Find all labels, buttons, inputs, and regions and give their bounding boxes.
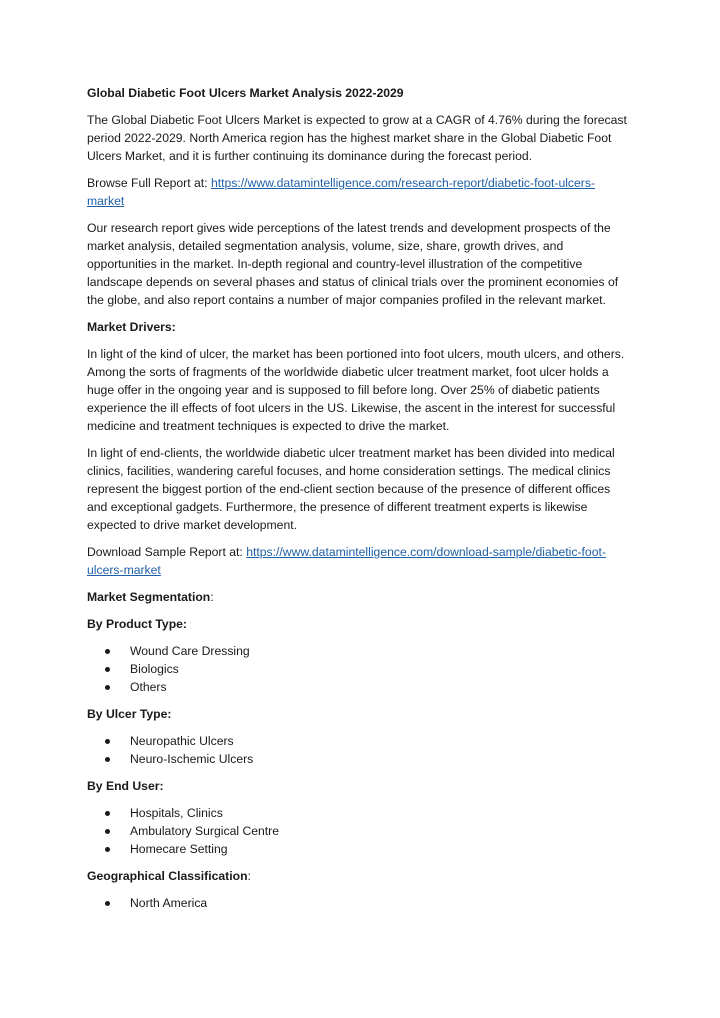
- bullet-icon: [105, 847, 110, 852]
- market-drivers-heading: Market Drivers:: [87, 320, 176, 334]
- download-sample-link[interactable]: https://www.datamintelligence.com/download-sample/diabetic-foot-ulcers-market: [87, 545, 606, 577]
- document-title: Global Diabetic Foot Ulcers Market Analysis 2022-2029: [87, 86, 404, 100]
- list-item: [87, 642, 632, 660]
- list-item: [87, 678, 632, 696]
- end-user-list: [87, 804, 632, 858]
- market-segmentation-heading: [87, 588, 632, 606]
- list-item: [87, 750, 632, 768]
- ulcer-type-heading: By Ulcer Type:: [87, 707, 172, 721]
- list-item-label: Hospitals, Clinics: [130, 806, 223, 820]
- list-item: [87, 804, 632, 822]
- intro-paragraph: The Global Diabetic Foot Ulcers Market is expected to grow at a CAGR of 4.76% during the forecast period 2022-2029. North America region has the highest market share in the Global Diabetic Foot Ulcers Market, and it is further continuing its dominance during the forecast period.: [87, 113, 627, 163]
- product-type-heading: By Product Type:: [87, 617, 187, 631]
- geo-list: [87, 894, 632, 912]
- geographical-classification-heading: [87, 867, 632, 885]
- bullet-icon: [105, 649, 110, 654]
- document-page: [87, 84, 632, 921]
- download-label: Download Sample Report at:: [87, 545, 247, 559]
- geo-heading-text: Geographical Classification: [87, 869, 248, 883]
- list-item: [87, 660, 632, 678]
- browse-report-line: [87, 174, 632, 210]
- download-sample-line: [87, 543, 632, 579]
- bullet-icon: [105, 739, 110, 744]
- research-paragraph: Our research report gives wide perceptions of the latest trends and development prospects of the market analysis, detailed segmentation analysis, volume, size, share, growth drives, and opportunities in the market. In-depth regional and country-level illustration of the competitive landscape depends on several phases and status of clinical trials over the prominent economies of the globe, and also report contains a number of major companies profiled in the relevant market.: [87, 221, 619, 307]
- segmentation-colon: :: [210, 590, 214, 604]
- browse-label: Browse Full Report at:: [87, 176, 211, 190]
- segmentation-heading-text: Market Segmentation: [87, 590, 211, 604]
- bullet-icon: [105, 811, 110, 816]
- drivers-paragraph-1: In light of the kind of ulcer, the market has been portioned into foot ulcers, mouth ulcers, and others. Among the sorts of fragments of the worldwide diabetic ulcer treatment market, foot ulcer holds a huge offer in the ongoing year and is supposed to fill before long. Over 25% of diabetic patients experience the ill effects of foot ulcers in the US. Likewise, the ascent in the interest for successful medicine and treatment techniques is expected to drive the market.: [87, 347, 625, 433]
- list-item: [87, 822, 632, 840]
- list-item-label: North America: [130, 896, 208, 910]
- browse-report-link[interactable]: https://www.datamintelligence.com/research-report/diabetic-foot-ulcers-market: [87, 176, 596, 208]
- list-item: [87, 894, 632, 912]
- bullet-icon: [105, 829, 110, 834]
- product-type-list: [87, 642, 632, 696]
- ulcer-type-list: [87, 732, 632, 768]
- bullet-icon: [105, 901, 110, 906]
- list-item-label: Neuro-Ischemic Ulcers: [130, 752, 254, 766]
- geo-colon: :: [247, 869, 251, 883]
- bullet-icon: [105, 685, 110, 690]
- drivers-paragraph-2: In light of end-clients, the worldwide diabetic ulcer treatment market has been divided into medical clinics, facilities, wandering careful focuses, and home consideration settings. The medical clinics represent the biggest portion of the end-client section because of the presence of different offices and exceptional gadgets. Furthermore, the presence of different treatment experts is likewise expected to drive market development.: [87, 446, 615, 532]
- bullet-icon: [105, 757, 110, 762]
- list-item-label: Wound Care Dressing: [130, 644, 250, 658]
- bullet-icon: [105, 667, 110, 672]
- list-item-label: Ambulatory Surgical Centre: [130, 824, 280, 838]
- list-item-label: Others: [130, 680, 167, 694]
- list-item: [87, 840, 632, 858]
- list-item-label: Homecare Setting: [130, 842, 228, 856]
- list-item: [87, 732, 632, 750]
- list-item-label: Neuropathic Ulcers: [130, 734, 234, 748]
- list-item-label: Biologics: [130, 662, 179, 676]
- end-user-heading: By End User:: [87, 779, 164, 793]
